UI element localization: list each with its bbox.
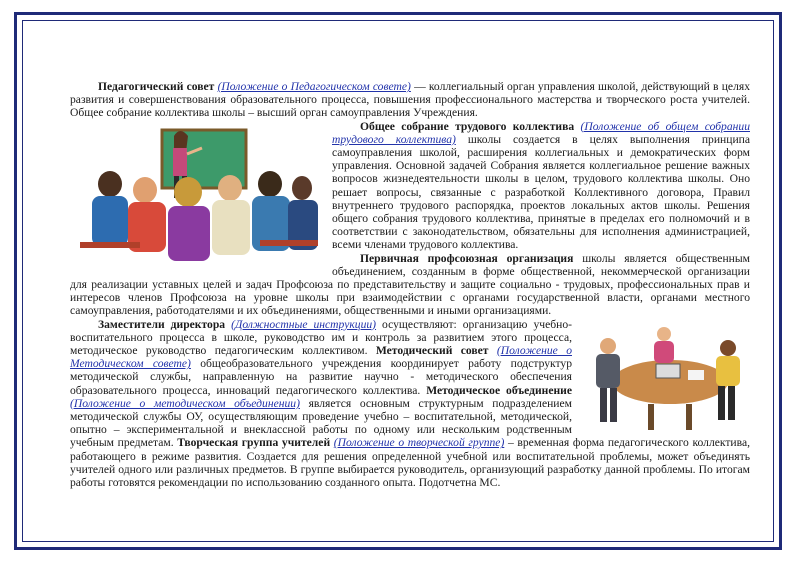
document-body	[70, 80, 750, 489]
method-council-title: Методический совет	[375, 344, 489, 358]
general-meeting-link[interactable]: (Положение об общем собрании трудового коллектива)	[332, 119, 750, 146]
method-council-link[interactable]: (Положение о Методическом совете)	[70, 344, 572, 371]
meeting-illustration	[578, 320, 750, 432]
union-title: Первичная профсоюзная организация	[360, 251, 574, 265]
general-meeting-title: Общее собрание трудового коллектива	[360, 119, 575, 133]
paragraph-ped-council	[70, 80, 750, 120]
general-meeting-text: школы создается в целях выполнения принципа самоуправления школой, расширения коллегиальных и демократических форм управления. Основной задачей Собрания является коллегиальное решение важных вопросов жизнедеятельности школы в целом, трудового коллектива школы. Оно решает вопросы, связанные с разработкой Коллективного договора, Правил внутреннего трудового распорядка, проектов локальных актов школы. Решения общего собрания трудового коллектива, принятые в пределах его полномочий и в соответствии с законодательством, обязательны для исполнения администрацией, всеми членами трудового коллектива.	[332, 132, 750, 252]
method-union-title: Методическое объединение	[426, 383, 572, 397]
creative-group-title: Творческая группа учителей	[177, 436, 331, 450]
ped-council-title: Педагогический совет	[98, 80, 215, 93]
method-council-text: общеобразовательного учреждения координирует работу подструктур методической службы, направленную на развитие научно - методического обеспечения образовательного процесса, инноваций педагогического коллектива.	[70, 357, 572, 397]
classroom-illustration	[70, 122, 322, 267]
ped-council-link[interactable]: (Положение о Педагогическом совете)	[217, 80, 411, 93]
creative-group-link[interactable]: (Положение о творческой группе)	[333, 436, 505, 450]
deputies-text: осуществляют: организацию учебно-воспитательного процесса в школе, руководство им и контроль за развитием этого процесса, методическое руководство педагогическим коллективом.	[70, 317, 572, 358]
creative-group-text: – временная форма педагогического коллектива, работающего в режиме развития. Создается для решения определенной учебной или воспитательной проблемы, может объединять учителей одного или различных предметов. В группе выбирается руководитель, организующий разработку данной проблемы. По итогам работы готовятся рекомендации по использованию созданного опыта. Подотчетна МС.	[70, 436, 750, 490]
method-union-link[interactable]: (Положение о методическом объединении)	[70, 396, 300, 410]
method-union-text: является основным структурным подразделением методической службы ОУ, осуществляющим проведение учебно – воспитательной, методической, опытно – экспериментальной и внеклассной работы по одному или нескольким родственным учебным предметам.	[70, 396, 572, 450]
deputies-title: Заместители директора	[98, 317, 226, 331]
deputies-link[interactable]: (Должностные инструкции)	[231, 317, 377, 331]
union-text: школы является общественным объединением, созданным в форме общественной, некоммерческой организации для реализации уставных целей и задач Профсоюза по представительству и защите социально - трудовых, профессиональных прав и интересов членов Профсоюза на уровне школы при взаимодействии с органами государственной власти, органами местного самоуправления, работодателями и их объединениями, общественными и иными организациями.	[70, 251, 750, 318]
ped-council-text: — коллегиальный орган управления школой, действующий в целях развития и совершенствования образовательного процесса, повышения профессионального мастерства и творческого роста учителей. Общее собрание коллектива школы – высший орган самоуправления Учреждения.	[70, 80, 750, 120]
